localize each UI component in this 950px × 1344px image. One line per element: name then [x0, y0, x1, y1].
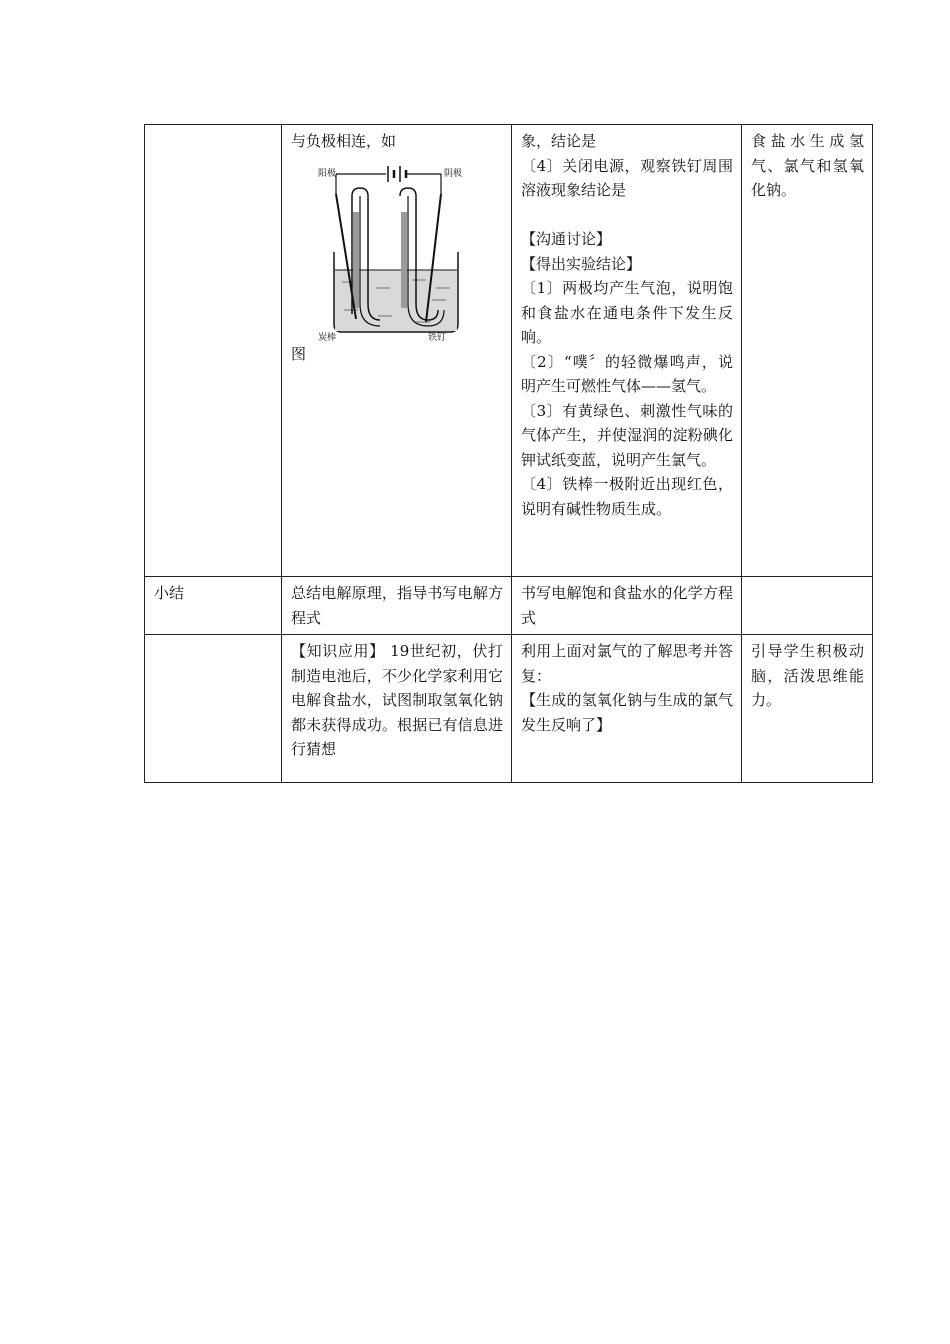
cell-student-activity [512, 125, 742, 577]
electrolysis-apparatus-figure [316, 154, 476, 342]
cell-teacher-activity: 【知识应用】 19世纪初，伏打制造电池后，不少化学家利用它电解食盐水，试图制取氢氧化钠都未获得成功。根据已有信息进行猜想 [282, 635, 512, 783]
student-text: 〔1〕两极均产生气泡，说明饱和食盐水在通电条件下发生反响。 [521, 279, 733, 346]
cell-stage [145, 635, 282, 783]
spacer [521, 203, 733, 228]
cell-stage [145, 125, 282, 577]
student-text: 〔2〕“噗〞的轻微爆鸣声，说明产生可燃性气体——氢气。 [521, 352, 733, 395]
teacher-text: 与负极相连，如 [291, 132, 397, 150]
table-row [145, 577, 873, 635]
iron-nail-label: 铁钉 [428, 332, 447, 342]
carbon-rod-label: 炭棒 [318, 332, 337, 342]
student-text: 象，结论是 [521, 132, 597, 150]
figure-caption: 图 [291, 344, 307, 363]
student-text: 〔4〕铁棒一极附近出现红色，说明有碱性物质生成。 [521, 475, 733, 518]
cell-teacher-activity [282, 125, 512, 577]
cell-student-activity: 书写电解饱和食盐水的化学方程式 [512, 577, 742, 635]
cell-design-intent: 食盐水生成氢气、氯气和氢氧化钠。 [742, 125, 873, 577]
cell-teacher-activity: 总结电解原理，指导书写电解方程式 [282, 577, 512, 635]
lesson-plan-table [144, 124, 873, 783]
student-text: 【生成的氢氧化钠与生成的氯气发生反响了】 [521, 691, 733, 734]
cell-student-activity [512, 635, 742, 783]
student-text: 【沟通讨论】 [521, 230, 612, 248]
student-text: 【得出实验结论】 [521, 254, 642, 273]
cell-stage: 小结 [145, 577, 282, 635]
cell-design-intent: 引导学生积极动脑，活泼思维能力。 [742, 635, 873, 783]
table-row [145, 635, 873, 783]
student-text: 〔4〕关闭电源，观察铁钉周围溶液现象结论是 [521, 156, 733, 199]
table-row [145, 125, 873, 577]
anode-label: 阳极 [318, 168, 337, 179]
student-text: 利用上面对氯气的了解思考并答复： [521, 642, 733, 685]
cell-design-intent [742, 577, 873, 635]
cathode-label: 阴极 [444, 168, 463, 179]
student-text: 〔3〕有黄绿色、刺激性气味的气体产生，并使湿润的淀粉碘化钾试纸变蓝，说明产生氯气。 [521, 401, 733, 469]
